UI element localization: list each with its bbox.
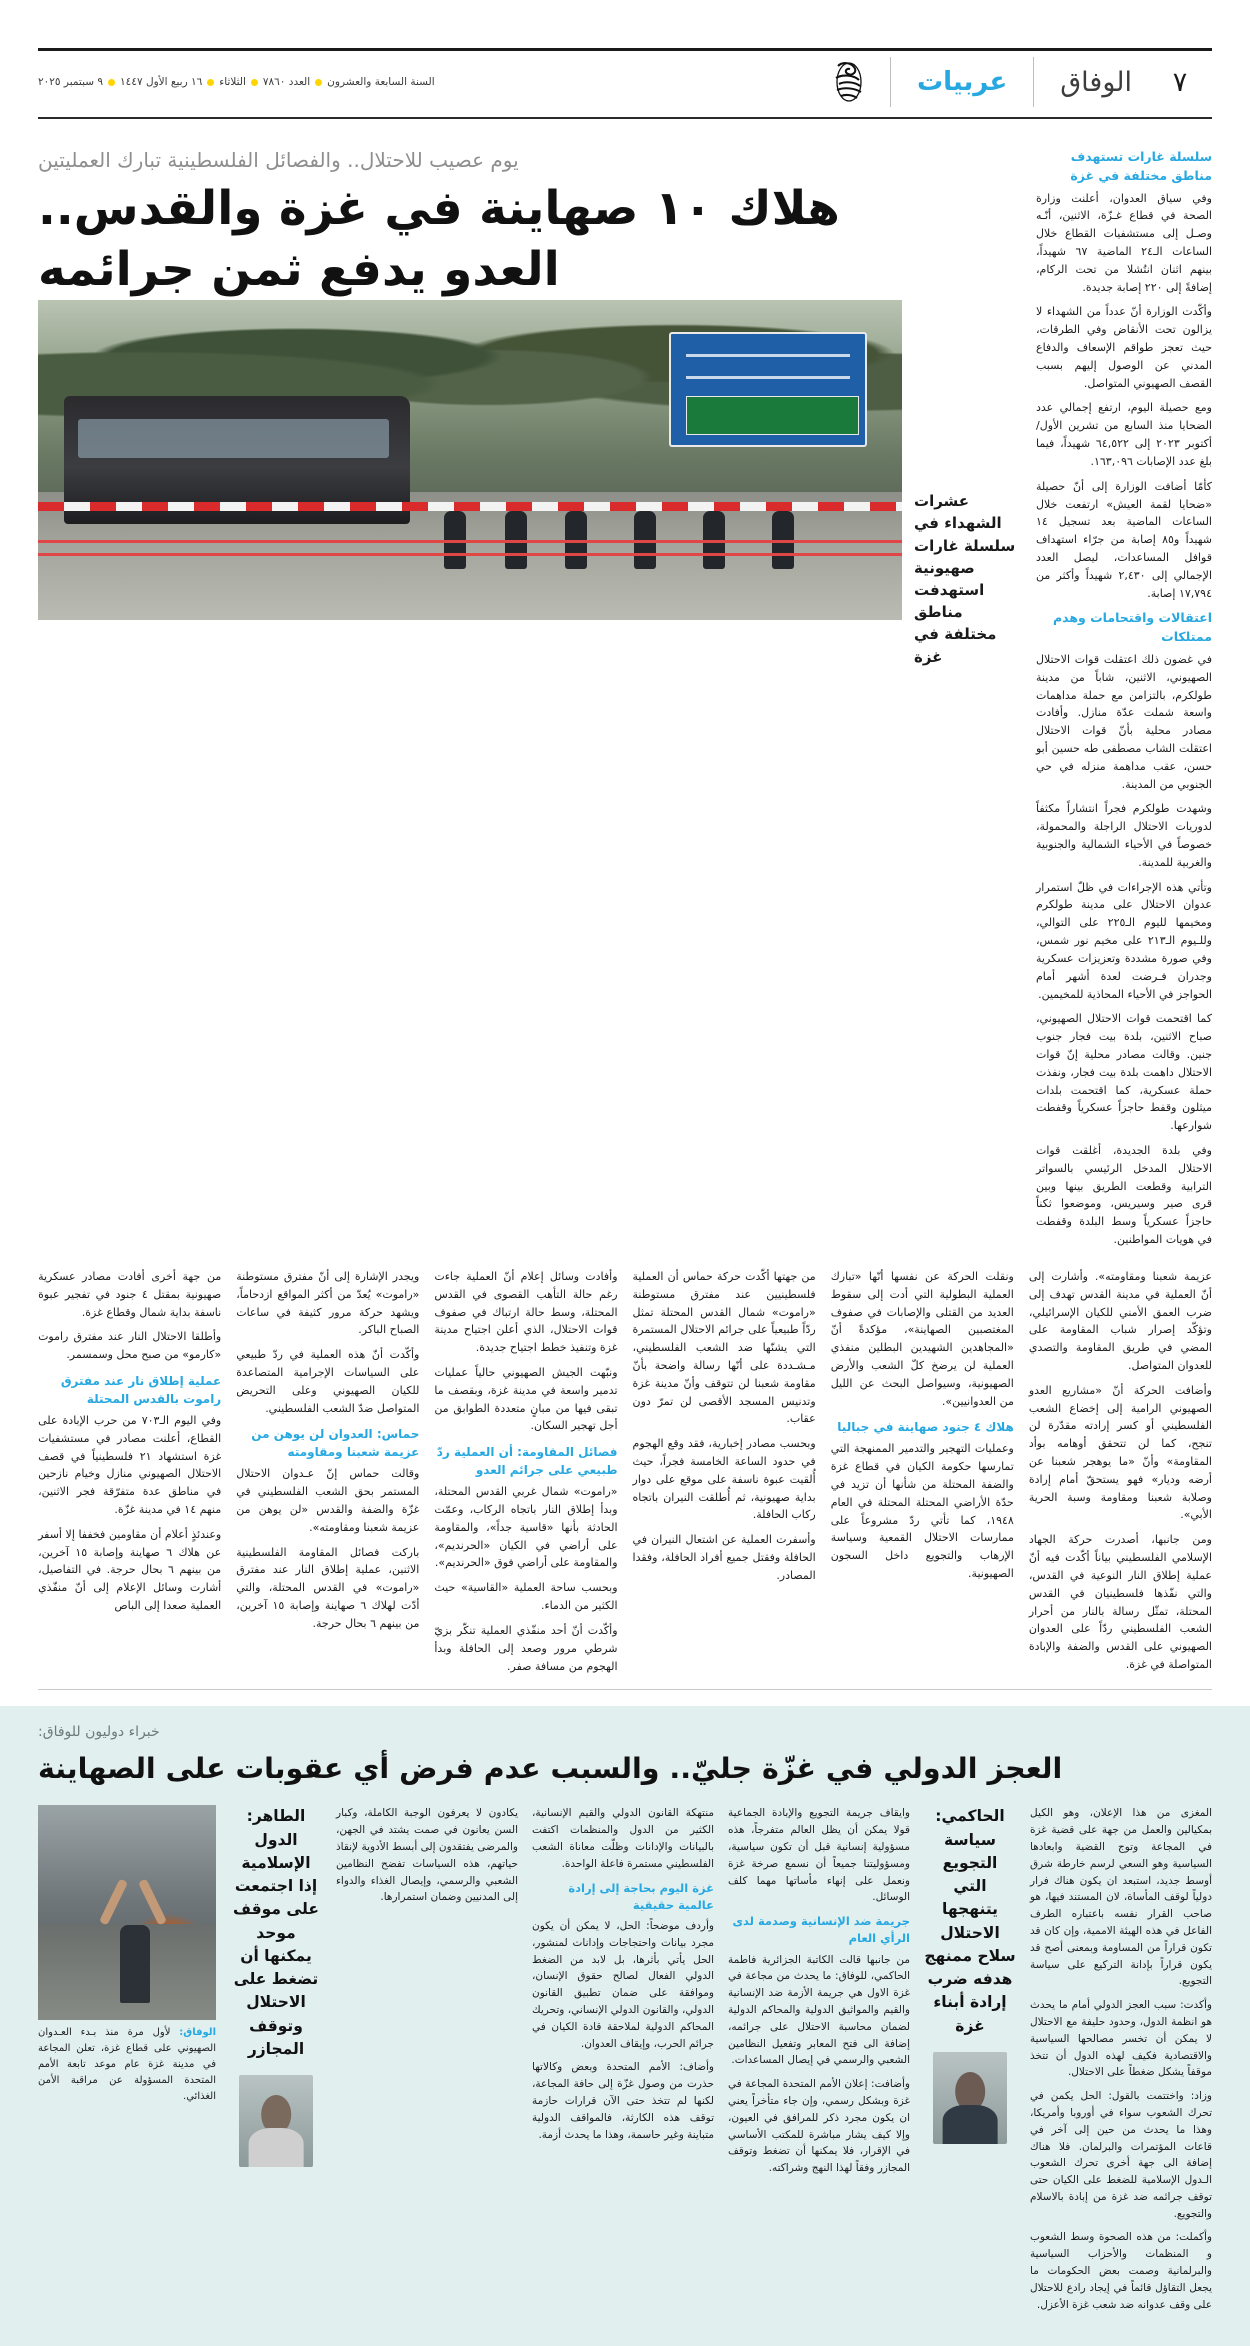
page-number: ٧ [1172, 66, 1188, 98]
body-paragraph: وأضافت الحركة أنّ «مشاريع العدو الصهيوني الرامية إلى إخضاع الشعب الفلسطيني أو كسر إرادته مقدّرة لن تنجح، كما لن تتحقق أوهامه بوأد المقاومة» وأنّ «ما يوهجر شعبنا عن أرضه وديار» فهو يستحقّ أمام إرادة وصلابة شعبنا ومقاومة وسبة الحرية الأبي». [1028, 1383, 1212, 1522]
newspaper-page [0, 48, 1250, 2311]
body-subhead: حماس: العدوان لن يوهن من عزيمة شعبنا ومقاومته [251, 1427, 420, 1460]
feature-story [0, 1706, 1250, 2346]
headline-line-2: العدو يدفع ثمن جرائمه [38, 242, 560, 298]
bullet-dot-icon-4 [108, 79, 115, 86]
feature-credit [38, 2025, 216, 2105]
section-divider [38, 1689, 1212, 1690]
feature-column-1 [1030, 1805, 1212, 2320]
feature-paragraph: منتهكة القانون الدولي والقيم الإنسانية، الكثير من الدول والمنظمات اكتفت بالبيانات والإدانات وظلّت معاناة الشعب الفلسطيني مستمرة فاعلة الواحدة. [532, 1807, 714, 1870]
feature-paragraph: يكادون لا يعرفون الوجبة الكاملة، وكبار السن يعانون في صمت يشتد في الجهن، والمرضى يفتقدون إلى أبسط الأدوية لإنقاذ حياتهم، هذه السياسات تفضح النظامين الشعبي والرسمي، وإيصال الغذاء والدواء إلى المدنيين وضمان استمرارها. [336, 1807, 518, 1904]
feature-subhead: غزة اليوم بحاجة إلى إرادة عالمية حقيقية [568, 1880, 714, 1912]
feature-column-2 [728, 1805, 910, 2184]
meta-hijri-date: ١٦ ربيع الأول ١٤٤٧ [120, 76, 203, 88]
sidebar-paragraph: وفي سياق العدوان، أعلنت وزارة الصحة في قطاع غـزّة، الاثنين، أنّـه وصـل إلى مستشفيات القطاع خلال الساعات الـ٢٤ الماضية ٦٧ شهيداً، بينهم اثنان انتُشلا من تحت الركام، إضافةً إلى ٢٢٠ إصابة جديدة. [1036, 191, 1213, 294]
body-paragraph: «راموت» شمال غربي القدس المحتلة، وبدأ إطلاق النار باتجاه الركاب، وعمّت الحادثة بأنها «قاسية جداً»، والمقاومة على أراضي في الكيان «الحرنديم»، والمقاومة على أراضي فوق «الحرنديم». [434, 1485, 618, 1570]
feature-photo [38, 1805, 216, 2020]
paper-name: الوفاق [1060, 66, 1132, 98]
lead-photo-area [38, 300, 1020, 668]
feature-photo-block [38, 1805, 216, 2105]
feature-paragraph: وأضاف: الأمم المتحدة وبعض وكالاتها حذرت من وصول غزّة إلى حافة المجاعة، لكنها لم تتخذ حتى الآن قرارات حازمة توقف هذه الكارثة، فالمواقف الدولية متباينة وغير حاسمة، وهذا ما يحدث أزمة. [532, 2061, 714, 2141]
body-subhead: هلاك ٤ جنود صهاينة في جباليا [837, 1420, 1014, 1435]
feature-paragraph: وأضافت: إعلان الأمم المتحدة المجاعة في غزة وبشكل رسمي، وإن جاء متأخراً يعني ان يكون مجرد ذكر للمرافق في العيون، وإلا كيف يشار مباشرة للمكتب الأساسي في الإقرار، فلا يمكنها أن تضغط وتوقف المجازر وفقاً لهذا النهج وشراكته. [728, 2078, 910, 2175]
body-subhead: عملية إطلاق نار عند مفترق راموت بالقدس المحتلة [60, 1373, 222, 1406]
meta-gregorian-date: ٩ سبتمبر ٢٠٢٥ [38, 76, 104, 88]
photo-caption: عشرات الشهداء في سلسلة غارات صهيونية استهدفت مناطق مختلفة في غزة [914, 492, 1016, 666]
female-expert-portrait [933, 2052, 1007, 2144]
pull-quote-2-title: الطاهر: الدول الإسلامية إذا اجتمعت على موقف موحد يمكنها أن تضغط على الاحتلال وتوقف المجازر [233, 1807, 319, 2058]
credit-text: لأول مرة منذ بـدء العـدوان الصهيوني على قطاع غزة، تعلن المجاعة في مدينة غزة عام موعد تابعة الأمم المتحدة المسؤولة عن مراقبة الأمن الغذائي. [38, 2027, 216, 2103]
road-sign-green [686, 396, 859, 434]
pull-quote-1 [924, 1805, 1016, 2144]
feature-paragraph: وأكدت: سبب العجز الدولي أمام ما يحدث هو انظمة الدول، وحدود حليفة مع الاحتلال لا يمكن أن تخسر مصالحها السياسية والاقتصادية فكيف لهذه الدول أن تتخذ موقفاً يشكل ضغطاً على الاحتلال. [1030, 1999, 1212, 2079]
meta-issue: العدد ٧٨٦٠ [262, 76, 311, 88]
bullet-dot-icon-3 [207, 79, 214, 86]
feature-paragraph: وأكملت: من هذه الصحوة وسط الشعوب و المنظمات والأحزاب السياسية والبرلمانية وصمت بعض الحكومات ما يجعل التقاؤل قائماً في إيجاد رادع للاحتلال على وقف عدوانه ضد شعب غزة الأعزل. [1030, 2231, 1212, 2311]
body-paragraph: ونقلت الحركة عن نفسها أنّها «تبارك العملية البطولية التي أدت إلى سقوط العديد من القتلى والإصابات في صفوف المغتصبين الصهاينة»، مؤكدةً أنّ «المجاهدين الشهيدين البطلين منفذي العملية لن يرضخ كلّ الشعب والأرض الصهيونية، وسيواصل البحث عن الليل من العدوانيين». [830, 1269, 1014, 1408]
feature-paragraph: وزاد: واختتمت بالقول: الحل يكمن في تحرك الشعوب سواء في أوروبا وأمريكا، وهذا ما يحدث من حين إلى آخر في قاعات المؤتمرات والبرلمان. فلا هناك إضافة الى جهة أخرى تحرك الشعوب الـدول الإسلامية للضغط على الكيان حتى توقف جرائمه ضد غزة من إبادة بالاسلام والتجويع. [1030, 2090, 1212, 2220]
feature-subhead: جريمة ضد الإنسانية وصدمة لدى الرأي العام [732, 1914, 910, 1946]
body-paragraph: وفي اليوم الـ٧٠٣ من حرب الإبادة على القطاع، أعلنت مصادر في مستشفيات غزة استشهاد ٢١ فلسطينياً في قصف الاحتلال الصهيوني منازل وخيام نازحين في مناطق عدة متفرّقة فجر الاثنين، منهم ١٤ في مدينة غزّة. [38, 1413, 222, 1516]
body-paragraph: وقالت حماس إنّ عـدوان الاحتلال المستمر بحق الشعب الفلسطيني في غزّة والضفة والقدس «لن يوهن من عزيمة شعبنا ومقاومته». [236, 1467, 420, 1534]
pull-quote-1-title: الحاكمي: سياسة التجويع التي يتنهجها الاحتلال سلاح ممنهج هدفه ضرب إرادة أبناء غزة [924, 1807, 1016, 2035]
body-paragraph: باركت فصائل المقاومة الفلسطينية الاثنين، عملية إطلاق النار عند مفترق «راموت» في القدس المحتلة، والتي أدّت لهلاك ٦ صهاينة وإصابة ١٥ آخرين، من بينهم ٦ بحال حرجة. [236, 1545, 420, 1630]
page-title [38, 178, 1020, 300]
sidebar-heading-1: سلسلة غارات تستهدف مناطق مختلفة في غزة [1070, 149, 1212, 183]
body-paragraph: ويجدر الإشارة إلى أنّ مفترق مستوطنة «راموت» يُعدّ من أكثر المواقع ازدحاماً، ويشهد حركة مرور كثيفة في ساعات الصباح الباكر. [236, 1269, 420, 1337]
body-paragraph: وعمليات التهجير والتدمير الممنهجة التي تمارسها حكومة الكيان في قطاع غزة والضفة المحتلة من شأنها أن تزيد في حدّة الأراضي المحتلة المحتلة في العام ١٩٤٨، كما تأتي ردّ مشروعاً على ممارسات الاحتلال القمعية وسياسة الإرهاب والتجويع داخل السجون الصهيونية. [830, 1442, 1014, 1581]
pull-quote-2 [230, 1805, 322, 2167]
feature-kicker: خبراء دوليون للوفاق: [38, 1724, 160, 1741]
section-title: عربيات [917, 67, 1008, 97]
feature-paragraph: وأردف موضحاً: الحل، لا يمكن أن يكون مجرد بيانات واحتجاجات وإدانات لمنشور، الحل يأتي بأثرها، بل لابد من الضغط الدولي الفعال لصالح حقوق الإنسان، وموافقة على ضمان تطبيق القانون الدولي، والقانون الدولي الإنساني، وتحريك المحاكم الدولية لملاحقة قادة الكيان في جرائم الحرب، وإيقاف العدوان. [532, 1920, 714, 2050]
sidebar-paragraph: وتأتي هذه الإجراءات في ظلّ استمرار عدوان الاحتلال على مدينة طولكرم ومخيمها لليوم الـ٢٢٥ على التوالي، وللـيوم الـ٢١٣ على مخيم نور شمس، وفي صورة مشددة وتعزيزات عسكرية وجدران فـرضت لعدة أشهر أمام الحواجز في الأحياء المحاذية للمخيمين. [1036, 880, 1212, 1001]
body-paragraph: من جهتها أكّدت حركة حماس أن العملية فلسطينيين عند مفترق مستوطنة «راموت» شمال القدس المحتلة تمثل ردّاً طبيعياً على جرائم الاحتلال المستمرة التي يشنّها ضد الشعب الفلسطيني، مـشـددة على أنّها رسالة واضحة بأنّ مقاومة شعبنا لن تتوقف وأنّ مدينة غزة وتدنيس المسجد الأقصى لن تمرّ دون عقاب. [632, 1269, 816, 1426]
sidebar-paragraph: وفي بلدة الجديدة، أغلقت قوات الاحتلال المدخل الرئيسي بالسواتر الترابية وقطعت الطريق بينها وبين قرى صير وسيريس، وموضعوا ثكناً حاجزاً عسكرياً وسط البلدة وقفطت في هويات المواطنين. [1036, 1144, 1212, 1247]
feature-paragraph: المغزى من هذا الإعلان، وهو الكيل بمكيالين والعمل من جهة على قضية غزة في المجاعة وتوج القضية وابعادها السياسية وهو السعي لرسم خارطة شرق أوسط جديد، استبعد ان يكون هناك فرار دولياً لوقف المأساة، لان المستند فيها، هو صاحب القرار نفسه باعتباره الطرف الفاعل في هذه الهيئة الاممية، وإن كان قد تكون قراراً من المساومة وبمعنى أصح قد يكون قراراً بإدانة التركيع على سياسة التجويع. [1030, 1807, 1212, 1988]
body-paragraph: ومن جانبها، أصدرت حركة الجهاد الإسلامي الفلسطيني بياناً أكّدت فيه أنّ عملية إطلاق النار النوعية في القدس، والتي نفّذها فلسطينيان في القدس المحتلة، تمثّل رسالة بالنار من أحرار الشعب الفلسطيني ردّاً على العدوان الصهيوني على القدس والضفة والإبادة المتواصلة في غزة. [1028, 1533, 1212, 1671]
body-paragraph: عزيمة شعبنا ومقاومته». وأشارت إلى أنّ العملية في مدينة القدس تهدف إلى ضرب العمق الأمني للكيان الإسرائيلي، وتؤكّد إصرار شباب المقاومة على المضي في طريق المقاومة والتصدي للعدوان المتواصل. [1028, 1269, 1212, 1372]
feature-column-3 [532, 1805, 714, 2150]
body-paragraph: وبحسب ساحة العملية «القاسية» حيث الكثير من الدماء. [434, 1581, 618, 1613]
sidebar-paragraph: كأمّا أضافت الوزارة إلى أنّ حصيلة «ضحايا لقمة العيش» ارتفعت خلال الساعات الماضية بعد تسجيل ١٤ شهيداً و٨٥ إصابة من جرّاء استهداف قوافل المساعدات، ليصل العدد الإجمالي إلى ٢,٤٣٠ شهيداً وأكثر من ١٧,٧٩٤ إصابة. [1036, 479, 1213, 600]
sidebar-paragraph: كما اقتحمت قوات الاحتلال الصهيوني، صباح الاثنين، بلدة بيت فجار جنوب جنين. وقالت مصادر محلية إنّ قوات الاحتلال داهمت بلدة بيت فجار، ونفذت حملة عسكرية، كما اقتحمت بلدات ميثلون وقفط حاجزاً عسكرياً وقفطت شوارعها. [1036, 1012, 1212, 1133]
issue-metadata [38, 76, 435, 88]
feature-columns [38, 1805, 1212, 2320]
sidebar-paragraph: في غضون ذلك اعتقلت قوات الاحتلال الصهيوني، الاثنين، شاباً من مدينة طولكرم، بالتزامن مع حملة مداهمات واسعة شملت عدّة منازل. وأفادت مصادر محلية بأنّ قوات الاحتلال اعتقلت الشاب مصطفى طه حسين أبو حسن، عقب مداهمة منزله في حي الجنوبي من المدينة. [1036, 652, 1212, 791]
body-paragraph: وبحسب مصادر إخبارية، فقد وقع الهجوم في حدود الساعة الخامسة فجراً، حيث أُلقيت عبوة ناسفة على موقع على دوار بداية صهيونية، ثم أُطلقت النيران باتجاه ركاب الحافلة. [632, 1437, 816, 1522]
sidebar-paragraph: ومع حصيلة اليوم، ارتفع إجمالي عدد الضحايا منذ السابع من تشرين الأول/ أكتوبر ٢٠٢٣ إلى ٦٤,٥٢٢ شهيداً، فيما بلغ عدد الإصابات ١٦٣,٠٩٦. [1036, 401, 1212, 468]
body-paragraph: من جهة أخرى أفادت مصادر عسكرية صهيونية بمقتل ٤ جنود في تفجير عبوة ناسفة بداية شمال وقطاع غزة. [38, 1269, 222, 1319]
body-subhead: فصائل المقاومة: أن العملية ردّ طبيعي على جرائم العدو [436, 1445, 618, 1478]
body-paragraph: وعندئذٍ أعلام أن مقاومين فخففا إلا أسفر عن هلاك ٦ صهاينة وإصابة ١٥ آخرين، من بينهم ٦ بحال حرجة. في التفاصيل، أشارت وسائل الإعلام إلى أنّ منفّذي العملية صعدا إلى الباص [38, 1527, 222, 1613]
bullet-dot-icon-2 [251, 79, 258, 86]
lead-photo [38, 300, 902, 620]
story-body-columns [38, 1268, 1212, 1675]
body-paragraph: وأكّدت أنّ هذه العملية في ردّ طبيعي على السياسات الإجرامية المتصاعدة للكيان الصهيوني وعلى التحريض المتواصل ضدّ الشعب الفلسطيني. [236, 1348, 420, 1415]
police-tape [38, 502, 902, 511]
body-paragraph: وأسفرت العملية عن اشتعال النيران في الحافلة وفقتل جميع أفراد الحافلة، وفقدا المصادر. [632, 1533, 816, 1582]
sidebar-heading-2: اعتقالات واقتحامات وهدم ممتلكات [1052, 610, 1212, 645]
feature-paragraph: من جانبها قالت الكاتبة الجزائرية فاطمة الحاكمي، للوفاق: ما يحدث من مجاعة في غزة الاول هي جريمة الأزمة ضد الإنسانية والقيم والمواثيق الدولية والمحاكم الدولية لضمان محاسبة الاحتلال على جرائمه، إضافة الى فتح المعابر وتفعيل النظامين الشعبي والرسمي في إيصال المساعدات. [728, 1953, 910, 2067]
bullet-dot-icon [315, 79, 322, 86]
sidebar-column [1036, 148, 1212, 1256]
top-story [38, 148, 1212, 1690]
body-paragraph: وأطلقا الاحتلال النار عند مفترق راموت «كارمو» من صبح محل وسمسمر. [38, 1330, 222, 1362]
male-expert-portrait [239, 2075, 313, 2167]
sidebar-paragraph: وأكّدت الوزارة أنّ عدداً من الشهداء لا يزالون تحت الأنقاض وفي الطرقات، حيث تعجز طواقم الإسعاف والدفاع المدني عن الوصول إليهم بسبب القصف الصهيوني المتواصل. [1036, 305, 1212, 390]
feature-column-4 [336, 1805, 518, 1913]
body-paragraph: ونبّهت الجيش الصهيوني حالياً عمليات تدمير واسعة في مدينة غزة، وبقصف ما تبقى فيها من مبانٍ متعددة الطوابق من أجل تهجير السكان. [434, 1365, 618, 1433]
masthead-divider-2 [890, 57, 891, 107]
feature-headline: العجز الدولي في غزّة جليّ.. والسبب عدم فرض أي عقوبات على الصهاينة [38, 1752, 1063, 1786]
feature-paragraph: وايقاف جريمة التجويع والإبادة الجماعية قولا يمكن أن يظل العالم متفرجاً، هذه مسؤولية إنسانية قبل أن تكون سياسية، ومسؤوليتنا جميعاً أن نسمع صرخة غزة ونعمل على إنهاء مأساتها مهما كلف الوسائل. [728, 1807, 910, 1904]
masthead-divider [1033, 57, 1034, 107]
newspaper-calligraphy-logo-icon [818, 60, 880, 104]
meta-weekday: الثلاثاء [219, 76, 246, 88]
masthead-bottom-rule [38, 117, 1212, 119]
headline-line-1: هلاك ١٠ صهاينة في غزة والقدس.. [38, 181, 840, 236]
story-kicker: يوم عصيب للاحتلال.. والفصائل الفلسطينية تبارك العمليتين [38, 148, 519, 172]
credit-tag: الوفاق: [179, 2027, 216, 2039]
meta-year: السنة السابعة والعشرون [327, 76, 435, 88]
masthead [38, 48, 1212, 126]
body-paragraph: وأكّدت أنّ أحد منفّذي العملية تنكّر بزيّ شرطي مرور وصعد إلى الحافلة وبدأ الهجوم من مسافة صفر. [434, 1623, 618, 1673]
body-paragraph: وأفادت وسائل إعلام أنّ العملية جاءت رغم حالة التأهب القصوى في القدس المحتلة، وسط حالة ارتباك في صفوف قوات الاحتلال، الذي أعلن اجتياح مدينة غزة وتنفيذ خطط اجتياح جديدة. [434, 1269, 618, 1355]
sidebar-paragraph: وشهدت طولكرم فجراً انتشاراً مكثفاً لدوريات الاحتلال الراجلة والمحمولة، خصوصاً في الأحياء الشمالية والجنوبية والغربية للمدينة. [1036, 802, 1212, 869]
